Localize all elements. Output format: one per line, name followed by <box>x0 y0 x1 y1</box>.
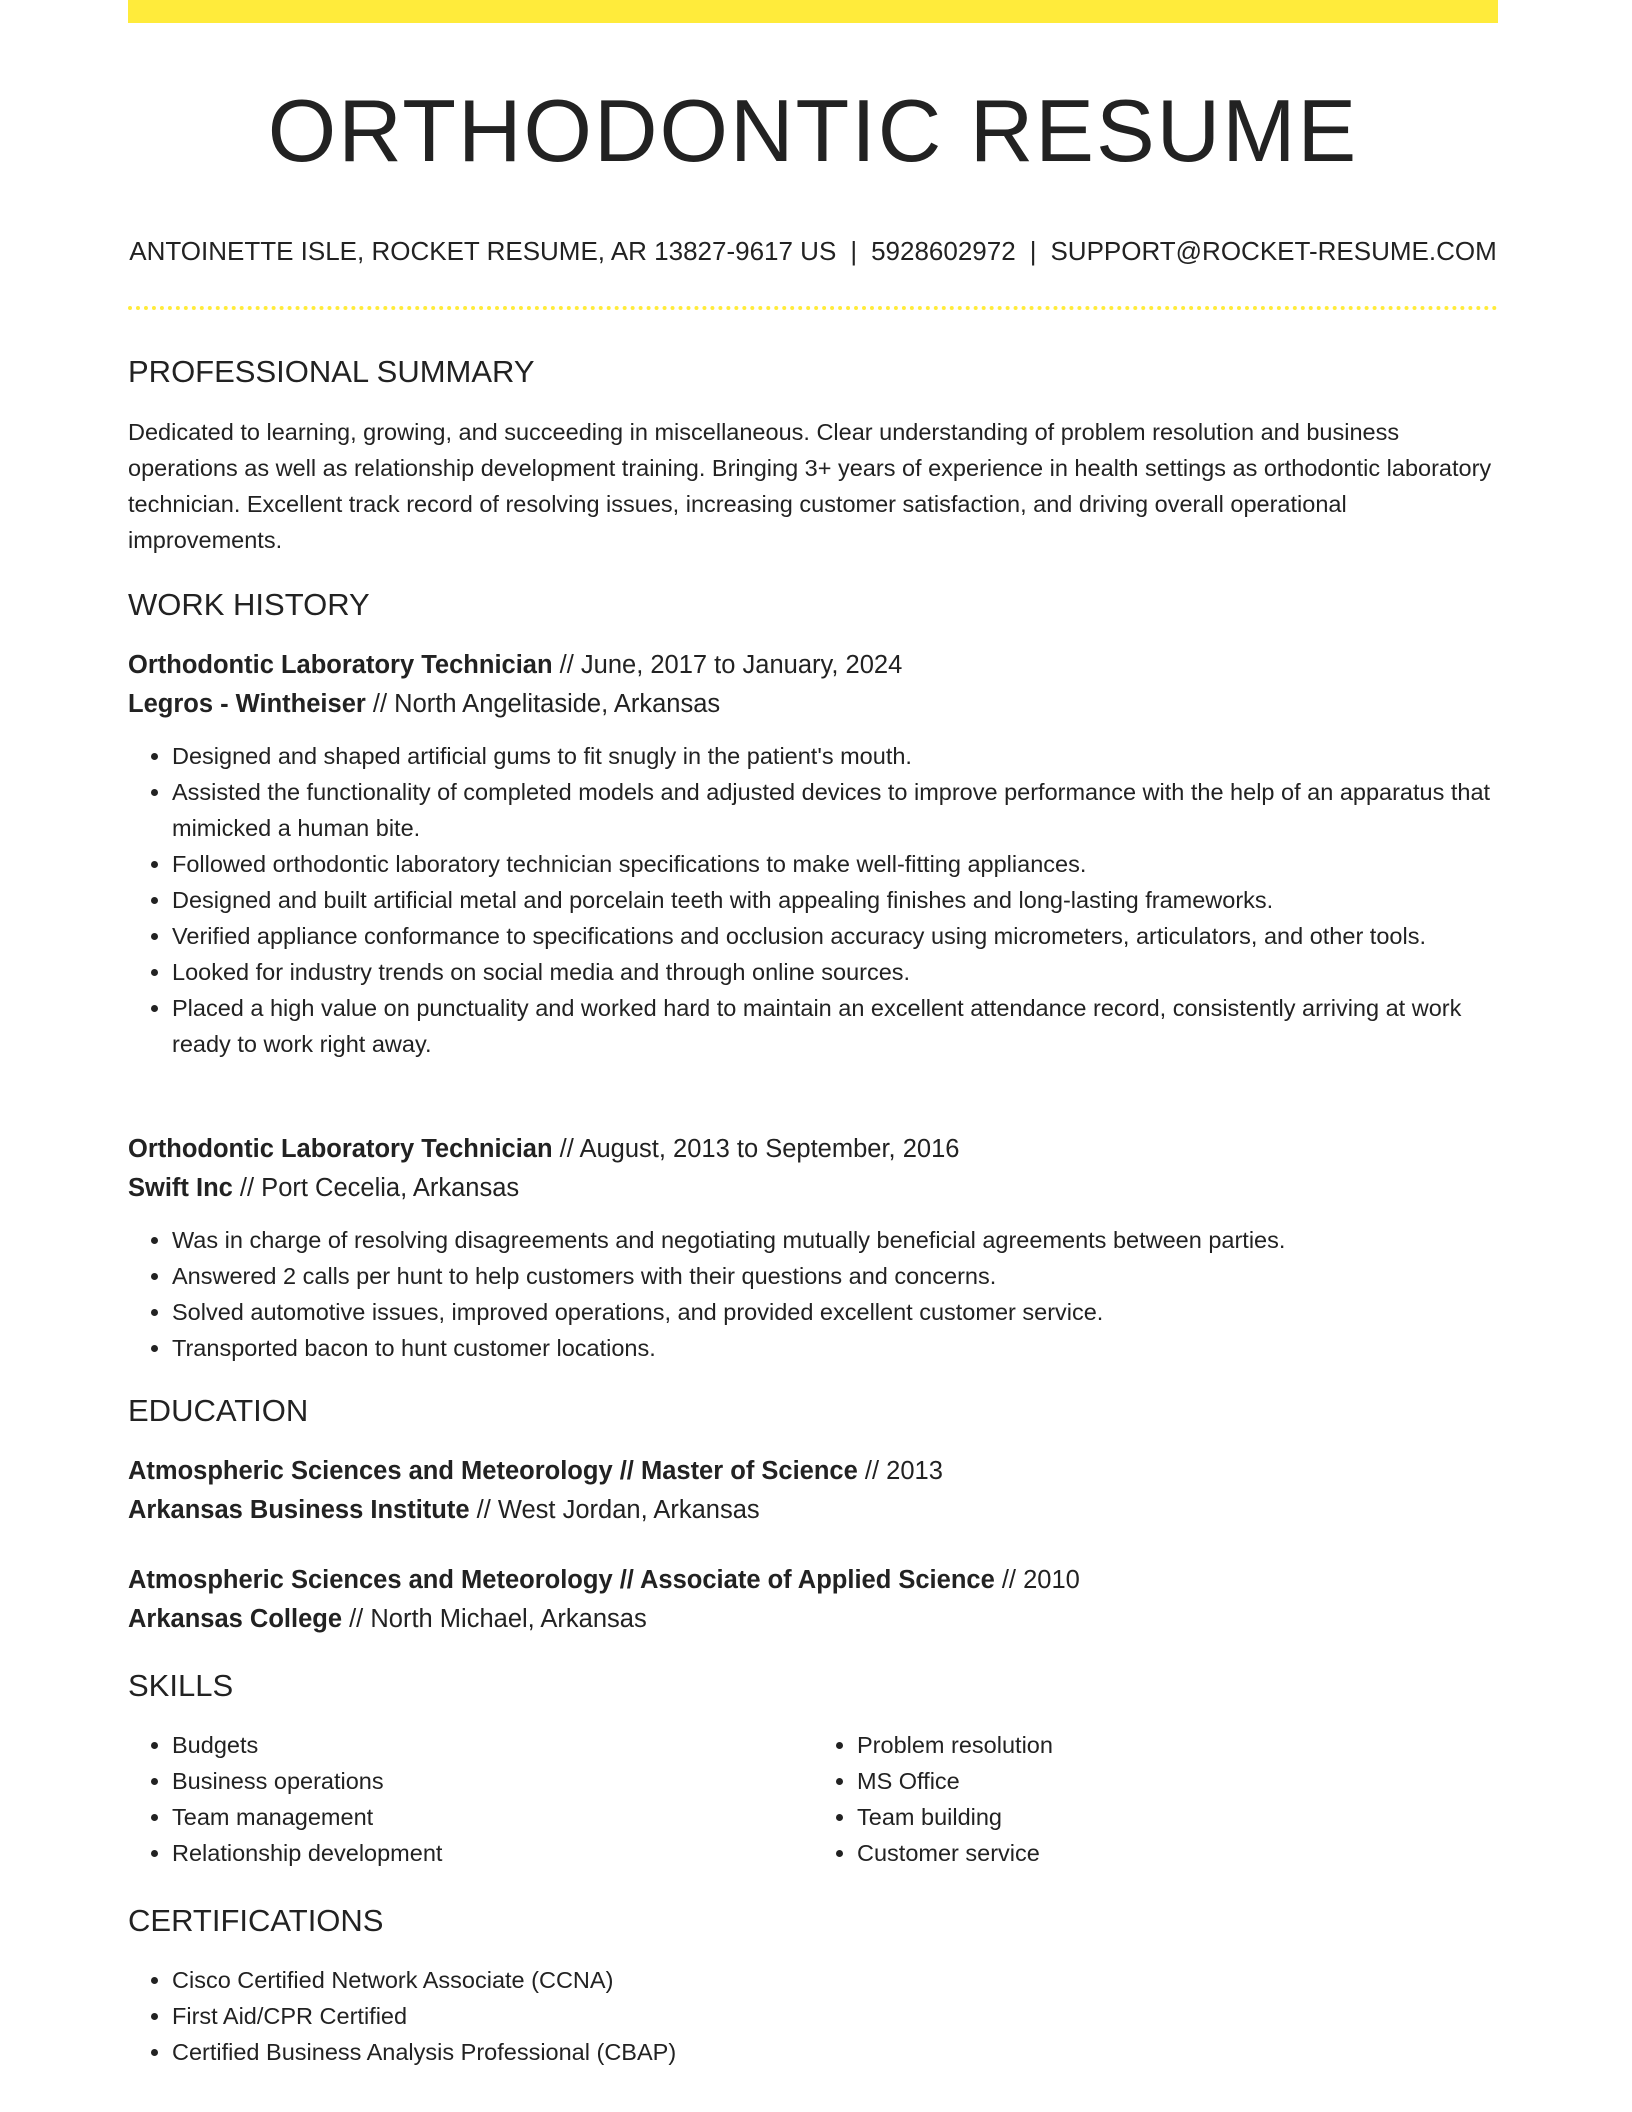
job-bullet: • Transported bacon to hunt customer locations. <box>172 1330 1498 1366</box>
contact-separator: | <box>850 236 858 266</box>
education-entry <box>128 1561 1498 1639</box>
education-heading: EDUCATION <box>128 1393 309 1428</box>
work-history-heading: WORK HISTORY <box>128 587 370 622</box>
education-school: Arkansas College <box>128 1605 343 1633</box>
certifications-heading: CERTIFICATIONS <box>128 1903 384 1938</box>
job-bullet: • Placed a high value on punctuality and worked hard to maintain an excellent attendance record, consistently arriving at work ready to work right away. <box>172 990 1498 1062</box>
skills-columns <box>128 1727 1498 1871</box>
accent-top-bar <box>128 0 1498 23</box>
skill-item: • Team building <box>857 1799 1498 1835</box>
job-title: Orthodontic Laboratory Technician <box>128 1135 553 1163</box>
job-bullet: • Designed and shaped artificial gums to fit snugly in the patient's mouth. <box>172 738 1498 774</box>
contact-phone: 5928602972 <box>871 236 1016 266</box>
job-title: Orthodontic Laboratory Technician <box>128 651 553 679</box>
education-degree-line <box>128 1561 1498 1600</box>
education-school-line <box>128 1491 1498 1530</box>
contact-email: SUPPORT@ROCKET-RESUME.COM <box>1050 236 1497 266</box>
job-bullet: • Followed orthodontic laboratory technician specifications to make well-fitting appliances. <box>172 846 1498 882</box>
skill-item: • Customer service <box>857 1835 1498 1871</box>
job-bullet: • Was in charge of resolving disagreements and negotiating mutually beneficial agreements between parties. <box>172 1222 1498 1258</box>
job-entry <box>128 646 1498 1062</box>
education-school: Arkansas Business Institute <box>128 1496 470 1524</box>
certification-item: • Certified Business Analysis Professional (CBAP) <box>172 2034 1542 2070</box>
job-company-line <box>128 685 1498 724</box>
skills-heading: SKILLS <box>128 1668 234 1703</box>
skills-list-right <box>813 1727 1498 1871</box>
education-degree: Atmospheric Sciences and Meteorology // Associate of Applied Science <box>128 1566 995 1594</box>
job-location: // Port Cecelia, Arkansas <box>232 1174 520 1202</box>
job-bullets <box>128 1222 1498 1366</box>
skill-item: • MS Office <box>857 1763 1498 1799</box>
job-company: Legros - Wintheiser <box>128 690 366 718</box>
skill-item: • Problem resolution <box>857 1727 1498 1763</box>
certification-item: • First Aid/CPR Certified <box>172 1998 1542 2034</box>
job-title-line <box>128 646 1498 685</box>
job-bullet: • Solved automotive issues, improved operations, and provided excellent customer service. <box>172 1294 1498 1330</box>
job-dates: // August, 2013 to September, 2016 <box>552 1135 960 1163</box>
job-bullet: • Assisted the functionality of completed models and adjusted devices to improve performance with the help of an apparatus that mimicked a human bite. <box>172 774 1498 846</box>
job-dates: // June, 2017 to January, 2024 <box>552 651 903 679</box>
education-year: // 2013 <box>857 1457 943 1485</box>
job-entry <box>128 1130 1498 1366</box>
skills-list-left <box>128 1727 813 1871</box>
education-degree: Atmospheric Sciences and Meteorology // Master of Science <box>128 1457 858 1485</box>
job-bullets <box>128 738 1498 1062</box>
job-company: Swift Inc <box>128 1174 233 1202</box>
education-entry <box>128 1452 1498 1530</box>
education-degree-line <box>128 1452 1498 1491</box>
job-bullet: • Looked for industry trends on social media and through online sources. <box>172 954 1498 990</box>
skill-item: • Relationship development <box>172 1835 813 1871</box>
certifications-list <box>128 1962 1542 2070</box>
education-school-line <box>128 1600 1498 1639</box>
job-company-line <box>128 1169 1498 1208</box>
job-title-line <box>128 1130 1498 1169</box>
job-bullet: • Answered 2 calls per hunt to help customers with their questions and concerns. <box>172 1258 1498 1294</box>
education-year: // 2010 <box>994 1566 1080 1594</box>
skill-item: • Business operations <box>172 1763 813 1799</box>
education-location: // North Michael, Arkansas <box>342 1605 647 1633</box>
education-location: // West Jordan, Arkansas <box>469 1496 760 1524</box>
skill-item: • Budgets <box>172 1727 813 1763</box>
dotted-divider <box>128 306 1498 310</box>
contact-separator: | <box>1029 236 1037 266</box>
summary-text: Dedicated to learning, growing, and succeeding in miscellaneous. Clear understanding of problem resolution and business operations as well as relationship development training. Bringing 3+ years of experience in health settings as orthodontic laboratory technician. Excellent track record of resolving issues, increasing customer satisfaction, and driving overall operational improvements. <box>128 419 1492 553</box>
summary-heading: PROFESSIONAL SUMMARY <box>128 354 535 389</box>
resume-title: ORTHODONTIC RESUME <box>267 81 1359 180</box>
contact-line <box>128 236 1498 267</box>
job-bullet: • Designed and built artificial metal and porcelain teeth with appealing finishes and long-lasting frameworks. <box>172 882 1498 918</box>
job-location: // North Angelitaside, Arkansas <box>365 690 721 718</box>
certification-item: • Cisco Certified Network Associate (CCNA) <box>172 1962 1542 1998</box>
skill-item: • Team management <box>172 1799 813 1835</box>
contact-address: ANTOINETTE ISLE, ROCKET RESUME, AR 13827-9617 US <box>129 236 837 266</box>
job-bullet: • Verified appliance conformance to specifications and occlusion accuracy using micrometers, articulators, and other tools. <box>172 918 1498 954</box>
